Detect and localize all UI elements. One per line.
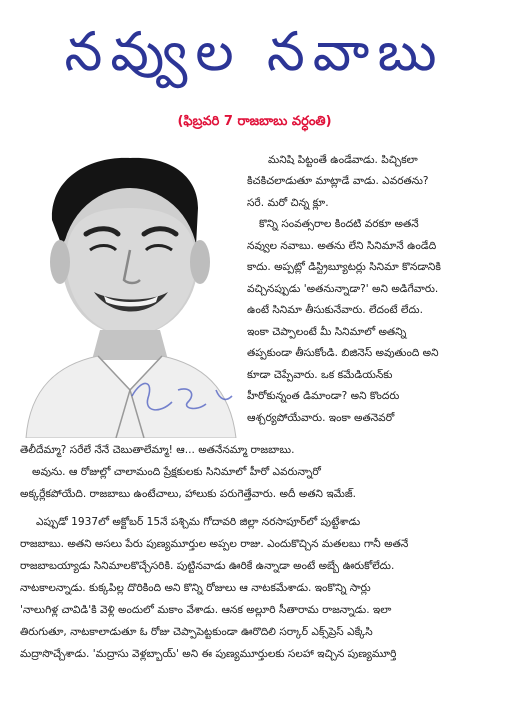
article-title: నవ్వుల నవాబు — [64, 20, 445, 83]
text-line: తిరుగుతూ, నాటకాలాడుతూ ఓ రోజు చెప్పాపెట్టకుండా ఊరొదిలి సర్కార్ ఎక్స్‌ప్రెస్ ఎక్కేసి — [20, 626, 373, 638]
text-line: సరే. మరో చిన్న క్లూ. — [247, 197, 329, 209]
text-line: కూడా చెప్పేవారు. ఒక కమేడియన్‌కు — [247, 369, 393, 381]
text-line: అక్కర్లేకపోయేది. రాజబాబు ఉంటేచాలు, హాలుకు పరుగెత్తేవారు. అదీ అతని ఇమేజ్. — [20, 488, 356, 500]
text-line: మనిషి పిట్టంతే ఉండేవాడు. పిచ్చికలా — [268, 154, 418, 166]
text-line: ఉంటే సినిమా తీసుకునేవారు. లేదంటే లేదు. — [247, 304, 423, 316]
article-subtitle: (ఫిబ్రవరి 7 రాజబాబు వర్ధంతి) — [177, 114, 332, 129]
text-line: రాజబాబు. అతని అసలు పేరు పుణ్యమూర్తుల అప్పల రాజు. ఎందుకొచ్చిన మతలబు గానీ అతనే — [20, 538, 409, 550]
text-line: కొన్ని సంవత్సరాల కిందటి వరకూ అతనే — [259, 218, 419, 230]
text-line: మద్రాసొచ్చేశాడు. 'మద్రాసు వెళ్లబ్బాయ్' అని ఈ పుణ్యమూర్తులకు సలహా ఇచ్చిన పుణ్యమూర్తి — [20, 648, 397, 660]
text-line: తెలీదేమ్మా? సరేలే నేనే చెబుతాలేమ్మా! ఆ... అతనేనమ్మా రాజబాబు. — [20, 444, 295, 456]
text-line: వచ్చినప్పుడు 'అతనున్నాడా?' అని అడిగేవారు. — [247, 283, 439, 295]
text-line: ఎప్పుడో 1937లో అక్టోబర్ 15నే పశ్చిమ గోదావరి జిల్లా నరసాపూర్‌లో పుట్టేశాడు — [36, 516, 361, 528]
portrait-photo — [20, 150, 242, 438]
text-line: రాజబాబయ్యాడు సినిమాలకొచ్చేసరికి. పుట్టినవాడు ఊరికే ఉన్నాడా అంటే అబ్బే ఊరుకోలేదు. — [20, 560, 395, 572]
text-line: ఇంకా చెప్పాలంటే మీ సినిమాలో అతన్ని — [247, 326, 407, 338]
text-line: కిచకిచలాడుతూ మాట్లాడే వాడు. ఎవరతను? — [247, 175, 429, 187]
text-line: హీరోకున్నంత డిమాండా? అని కొందరు — [247, 390, 400, 402]
text-line: నాటకాలన్నాడు. కుక్కపిల్ల దొరికింది అని కొన్ని రోజులు ఆ నాటకమేశాడు. ఇంకొన్ని సార్లు — [20, 582, 371, 594]
text-line: అవును. ఆ రోజుల్లో చాలామంది ప్రేక్షకులకు సినిమాలో హీరో ఎవరున్నారో — [32, 466, 321, 478]
text-line: కాదు. అప్పట్లో డిస్ట్రిబ్యూటర్లు సినిమా కొనడానికి — [247, 261, 441, 273]
text-line: తప్పకుండా తీసుకోండి. బిజినెస్ అవుతుంది అని — [247, 347, 439, 359]
text-line: 'నాలుగిళ్ల చావిడి'కి వెళ్లి అందులో మకాం వేశాడు. ఆనక అల్లూరి సీతారామ రాజన్నాడు. ఇలా — [20, 604, 392, 616]
text-line: నవ్వుల నవాబు. అతను లేని సినిమానే ఉండేది — [247, 240, 437, 252]
text-line: ఆశ్చర్యపోయేవారు. ఇంకా అతనెవరో — [247, 412, 395, 424]
